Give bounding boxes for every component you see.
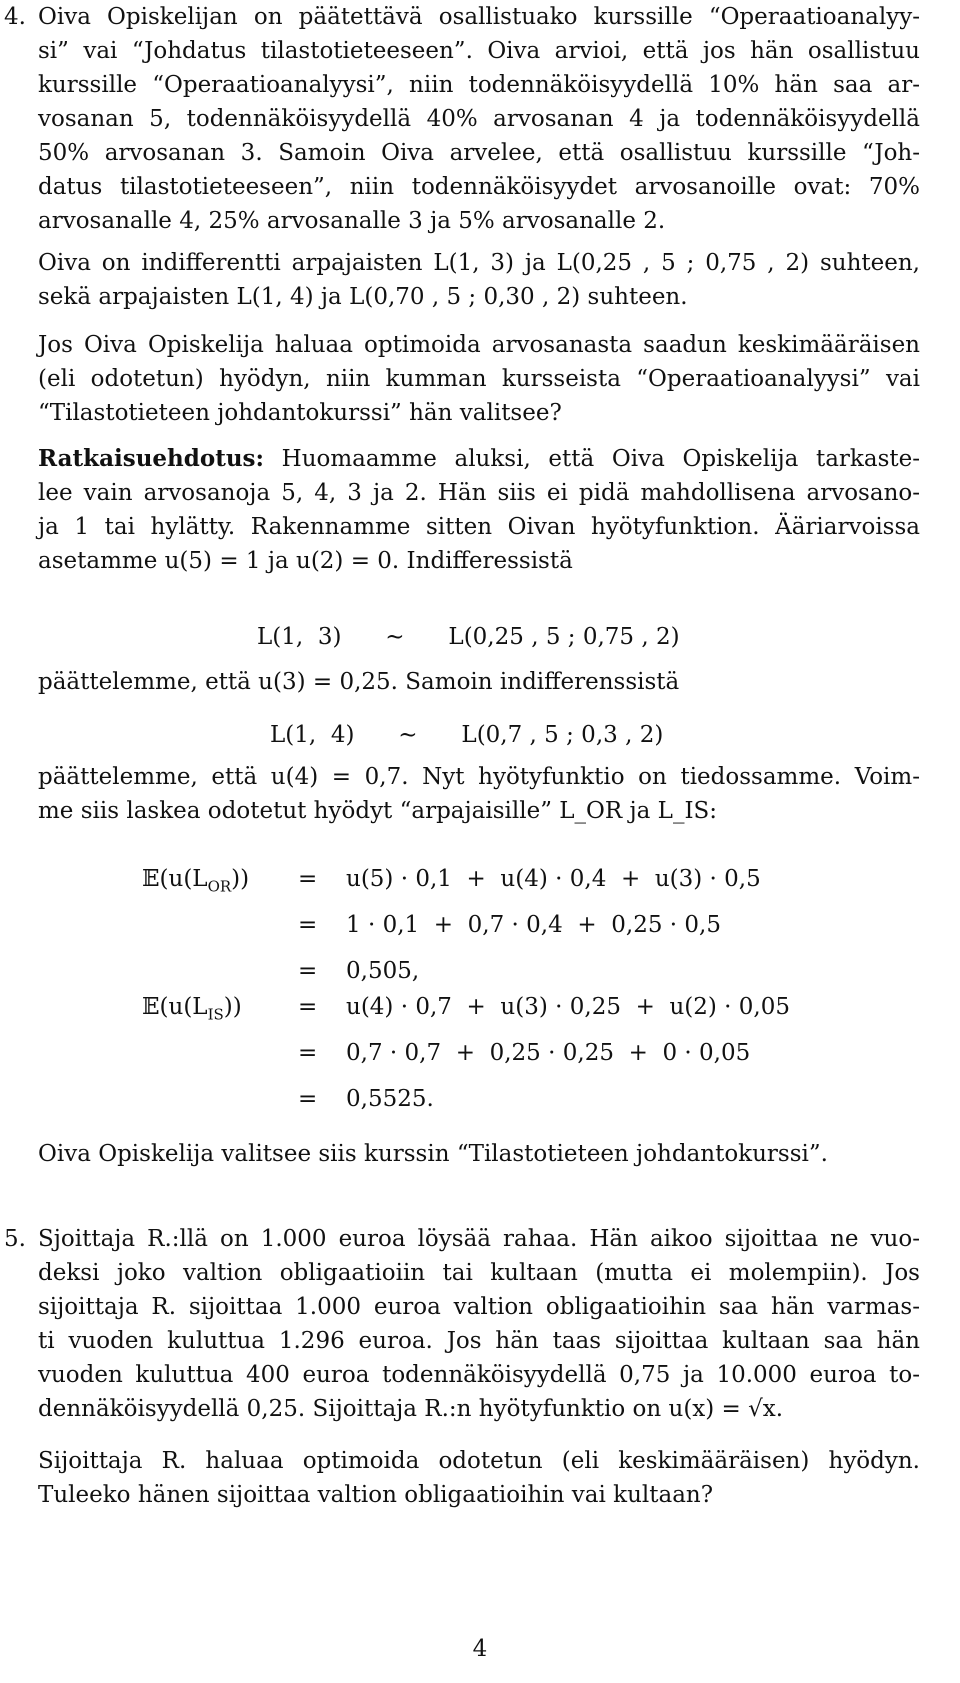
equals-sign: = xyxy=(298,994,318,1020)
text-fragment: )) xyxy=(231,866,250,892)
display-equation-1: L(1, 3) ∼ L(0,25 , 5 ; 0,75 , 2) xyxy=(257,624,680,650)
problem-4-number: 4. xyxy=(4,4,26,30)
solution-label: Ratkaisuehdotus: xyxy=(38,445,264,472)
text-line: Sijoittaja R. haluaa optimoida odotetun (eli keskimääräisen) hyödyn. xyxy=(38,1448,920,1474)
equals-sign: = xyxy=(298,912,318,938)
problem-5-statement xyxy=(38,1222,920,1426)
problem-4-question xyxy=(38,328,920,430)
problem-4-answer xyxy=(38,1137,920,1171)
text-line: Sjoittaja R.:llä on 1.000 euroa löysää rahaa. Hän aikoo sijoittaa ne vuo- xyxy=(38,1226,920,1252)
equals-sign: = xyxy=(298,958,318,984)
text-line: si” vai “Johdatus tilastotieteeseen”. Oiva arvioi, että jos hän osallistuu xyxy=(38,38,920,64)
text-line: deksi joko valtion obligaatioiin tai kultaan (mutta ei molempiin). Jos xyxy=(38,1260,920,1286)
text-line: “Tilastotieteen johdantokurssi” hän valitsee? xyxy=(38,400,562,426)
problem-4-indifference xyxy=(38,246,920,314)
problem-4-statement xyxy=(38,0,920,238)
equals-sign: = xyxy=(298,1086,318,1112)
text-line: Jos Oiva Opiskelija haluaa optimoida arvosanasta saadun keskimääräisen xyxy=(38,332,920,358)
text-line: vuoden kuluttua 400 euroa todennäköisyydellä 0,75 ja 10.000 euroa to- xyxy=(38,1362,920,1388)
text-line: sekä arpajaisten L(1, 4) ja L(0,70 , 5 ; 0,30 , 2) suhteen. xyxy=(38,284,688,310)
equals-sign: = xyxy=(298,1040,318,1066)
equation-row: u(5) · 0,1 + u(4) · 0,4 + u(3) · 0,5 xyxy=(346,866,761,892)
solution-conclusion-2 xyxy=(38,760,920,828)
display-equation-2: L(1, 4) ∼ L(0,7 , 5 ; 0,3 , 2) xyxy=(270,722,664,748)
equation-row: u(4) · 0,7 + u(3) · 0,25 + u(2) · 0,05 xyxy=(346,994,791,1020)
solution-conclusion-1 xyxy=(38,665,920,699)
text-line: me siis laskea odotetut hyödyt “arpajaisille” L_OR ja L_IS: xyxy=(38,798,718,824)
subscript-is: IS xyxy=(207,1005,224,1024)
text-line: ti vuoden kuluttua 1.296 euroa. Jos hän taas sijoittaa kultaan saa hän xyxy=(38,1328,920,1354)
text-line: kurssille “Operaatioanalyysi”, niin todennäköisyydellä 10% hän saa ar- xyxy=(38,72,920,98)
solution-paragraph xyxy=(38,442,920,578)
text-line: vosanan 5, todennäköisyydellä 40% arvosanan 4 ja todennäköisyydellä xyxy=(38,106,920,132)
expected-utility-or-label xyxy=(142,866,249,896)
text-line: sijoittaja R. sijoittaa 1.000 euroa valtion obligaatioihin saa hän varmas- xyxy=(38,1294,920,1320)
text-line: 50% arvosanan 3. Samoin Oiva arvelee, että osallistuu kurssille “Joh- xyxy=(38,140,920,166)
problem-5-number: 5. xyxy=(4,1226,26,1252)
text-line: dennäköisyydellä 0,25. Sijoittaja R.:n hyötyfunktio on u(x) = √x. xyxy=(38,1396,784,1422)
subscript-or: OR xyxy=(207,877,232,896)
text-line xyxy=(38,442,920,476)
text-line: Oiva Opiskelijan on päätettävä osallistuako kurssille “Operaatioanalyy- xyxy=(38,4,920,30)
page-number: 4 xyxy=(472,1636,488,1662)
text-line: (eli odotetun) hyödyn, niin kumman kursseista “Operaatioanalyysi” vai xyxy=(38,366,920,392)
expected-utility-is-label xyxy=(142,994,242,1024)
text-fragment: 𝔼(u(L xyxy=(142,994,208,1020)
text-line: Tuleeko hänen sijoittaa valtion obligaatioihin vai kultaan? xyxy=(38,1482,714,1508)
text-line: lee vain arvosanoja 5, 4, 3 ja 2. Hän siis ei pidä mahdollisena arvosano- xyxy=(38,480,920,506)
text-fragment: 𝔼(u(L xyxy=(142,866,208,892)
text-line: datus tilastotieteeseen”, niin todennäköisyydet arvosanoille ovat: 70% xyxy=(38,174,920,200)
equation-row: 0,505, xyxy=(346,958,420,984)
text-line: päättelemme, että u(3) = 0,25. Samoin indifferenssistä xyxy=(38,669,680,695)
equals-sign: = xyxy=(298,866,318,892)
equation-row: 1 · 0,1 + 0,7 · 0,4 + 0,25 · 0,5 xyxy=(346,912,721,938)
text-line: Oiva Opiskelija valitsee siis kurssin “Tilastotieteen johdantokurssi”. xyxy=(38,1141,828,1167)
text-line: ja 1 tai hylätty. Rakennamme sitten Oivan hyötyfunktion. Ääriarvoissa xyxy=(38,514,920,540)
text-line: päättelemme, että u(4) = 0,7. Nyt hyötyfunktio on tiedossamme. Voim- xyxy=(38,764,920,790)
equation-row: 0,5525. xyxy=(346,1086,434,1112)
text-fragment: Huomaamme aluksi, että Oiva Opiskelija tarkaste- xyxy=(263,446,920,472)
text-line: asetamme u(5) = 1 ja u(2) = 0. Indifferessistä xyxy=(38,548,573,574)
equation-row: 0,7 · 0,7 + 0,25 · 0,25 + 0 · 0,05 xyxy=(346,1040,751,1066)
problem-5-question xyxy=(38,1444,920,1512)
text-fragment: )) xyxy=(223,994,242,1020)
text-line: arvosanalle 4, 25% arvosanalle 3 ja 5% arvosanalle 2. xyxy=(38,208,666,234)
text-line: Oiva on indifferentti arpajaisten L(1, 3) ja L(0,25 , 5 ; 0,75 , 2) suhteen, xyxy=(38,250,920,276)
